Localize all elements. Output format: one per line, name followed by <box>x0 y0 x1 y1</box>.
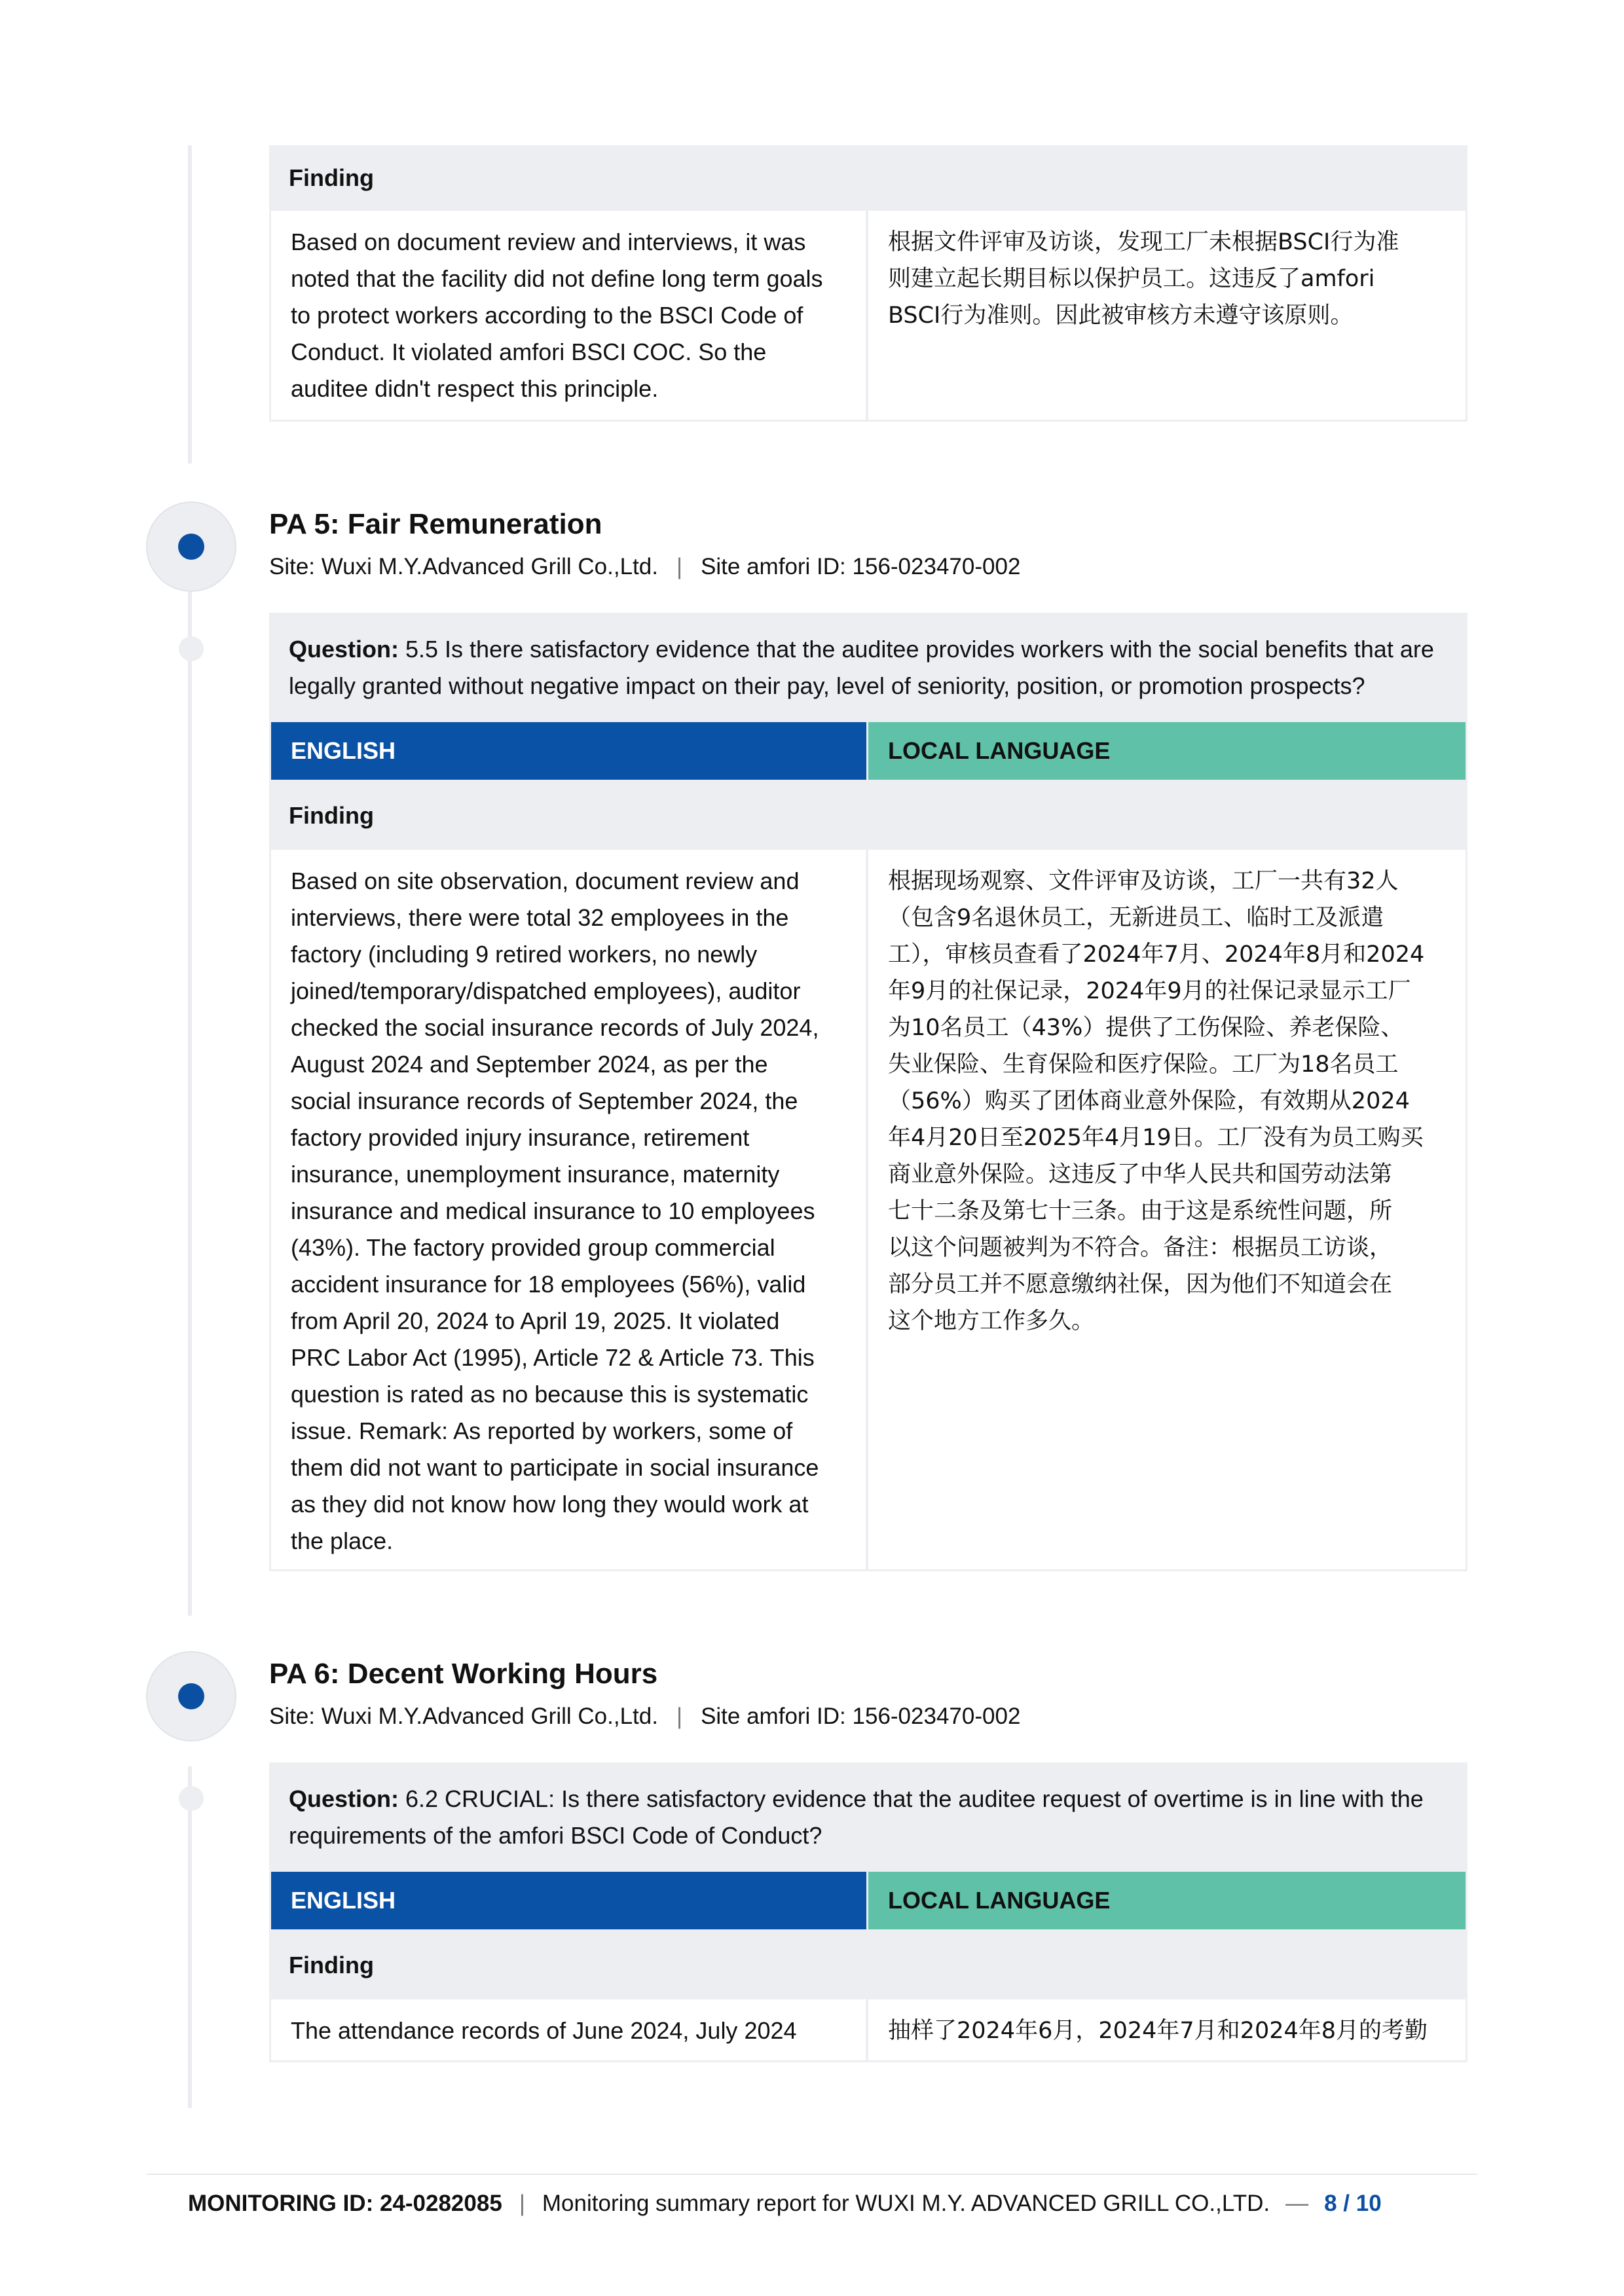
section-marker-pa6 <box>146 1651 236 1741</box>
finding-local: 根据文件评审及访谈，发现工厂未根据BSCI行为准 则建立起长期目标以保护员工。这违反了amfori BSCI行为准则。因此被审核方未遵守该原则。 <box>888 229 1399 329</box>
finding-local: 抽样了2024年6月，2024年7月和2024年8月的考勤 <box>888 2018 1428 2044</box>
question-table-pa6 <box>269 1762 1467 2062</box>
section-title-pa5: PA 5: Fair Remuneration <box>269 508 602 540</box>
timeline-dot <box>179 636 204 661</box>
finding-header <box>269 145 1467 211</box>
local-language-header: LOCAL LANGUAGE <box>868 722 1466 780</box>
footer-dash: — <box>1285 2191 1309 2216</box>
language-header-row <box>269 1870 1467 1931</box>
finding-label: Finding <box>289 1952 374 1978</box>
section-title-pa6: PA 6: Decent Working Hours <box>269 1658 658 1690</box>
site-id: Site amfori ID: 156-023470-002 <box>701 1704 1021 1729</box>
finding-header <box>269 782 1467 850</box>
footer-separator: | <box>519 2191 525 2216</box>
local-language-header: LOCAL LANGUAGE <box>868 1872 1466 1929</box>
finding-english: Based on document review and interviews, it was noted that the facility did not define long term goals to protect workers according to the BSCI Code of Conduct. It violated amfori BSCI COC. So the auditee didn't respect this principle. <box>271 211 868 420</box>
site-id: Site amfori ID: 156-023470-002 <box>701 554 1021 579</box>
site-separator: | <box>676 554 683 579</box>
timeline-line <box>188 1766 192 2108</box>
site-line-pa5 <box>269 554 1020 580</box>
finding-english: Based on site observation, document review and interviews, there were total 32 employees in the factory (including 9 retired workers, no newly joined/temporary/dispatched employees), auditor checked the social insurance records of July 2024, August 2024 and September 2024, as per the social insurance records of September 2024, the factory provided injury insurance, retirement insurance, unemployment insurance, maternity insurance and medical insurance to 10 employees (43%). The factory provided group commercial accident insurance for 18 employees (56%), valid from April 20, 2024 to April 19, 2025. It violated PRC Labor Act (1995), Article 72 & Article 73. This question is rated as no because this is systematic issue. Remark: As reported by workers, some of them did not want to participate in social insurance as they did not know how long they would work at the place. <box>271 850 868 1569</box>
question-label: Question: <box>289 1785 399 1812</box>
footer-divider <box>147 2174 1477 2175</box>
finding-table-continued <box>269 145 1467 422</box>
finding-english: The attendance records of June 2024, July 2024 <box>271 1999 868 2060</box>
question-table-pa5 <box>269 613 1467 1571</box>
report-summary: Monitoring summary report for WUXI M.Y. ADVANCED GRILL CO.,LTD. <box>542 2191 1270 2216</box>
language-header-row <box>269 720 1467 782</box>
site-name: Site: Wuxi M.Y.Advanced Grill Co.,Ltd. <box>269 554 658 579</box>
finding-body <box>269 211 1467 422</box>
timeline-line <box>188 588 192 1616</box>
site-name: Site: Wuxi M.Y.Advanced Grill Co.,Ltd. <box>269 1704 658 1729</box>
english-header: ENGLISH <box>271 1872 868 1929</box>
section-marker-pa5 <box>146 501 236 592</box>
finding-local: 根据现场观察、文件评审及访谈，工厂一共有32人 （包含9名退休员工，无新进员工、临时工及派遣 工），审核员查看了2024年7月、2024年8月和2024 年9月的社保记录，2024年9月的社保记录显示工厂 为10名员工（43%）提供了工伤保险、养老保险、 失业保险、生育保险和医疗保险。工厂为18名员工 （56%）购买了团体商业意外保险，有效期从2024 年4月20日至2025年4月19日。工厂没有为员工购买 商业意外保险。这违反了中华人民共和国劳动法第 七十二条及第七十三条。由于这是系统性问题，所 以这个问题被判为不符合。备注：根据员工访谈， 部分员工并不愿意缴纳社保，因为他们不知道会在 这个地方工作多久。 <box>888 868 1425 1334</box>
page-number: 8 / 10 <box>1324 2191 1382 2216</box>
site-separator: | <box>676 1704 683 1729</box>
timeline-line <box>188 145 192 464</box>
english-header: ENGLISH <box>271 722 868 780</box>
finding-body <box>269 1999 1467 2062</box>
finding-header <box>269 1931 1467 1999</box>
site-line-pa6 <box>269 1704 1020 1730</box>
finding-label: Finding <box>289 802 374 829</box>
page-footer <box>188 2191 1470 2217</box>
finding-label: Finding <box>289 164 374 191</box>
monitoring-id: MONITORING ID: 24-0282085 <box>188 2191 502 2216</box>
question-text: 5.5 Is there satisfactory evidence that the auditee provides workers with the social benefits that are legally granted without negative impact on their pay, level of seniority, position, or promotion prospects? <box>289 636 1434 699</box>
finding-body <box>269 850 1467 1571</box>
question-box <box>269 1762 1467 1870</box>
question-text: 6.2 CRUCIAL: Is there satisfactory evidence that the auditee request of overtime is in line with the requirements of the amfori BSCI Code of Conduct? <box>289 1785 1424 1849</box>
question-label: Question: <box>289 636 399 663</box>
timeline-dot <box>179 1786 204 1811</box>
question-box <box>269 613 1467 720</box>
